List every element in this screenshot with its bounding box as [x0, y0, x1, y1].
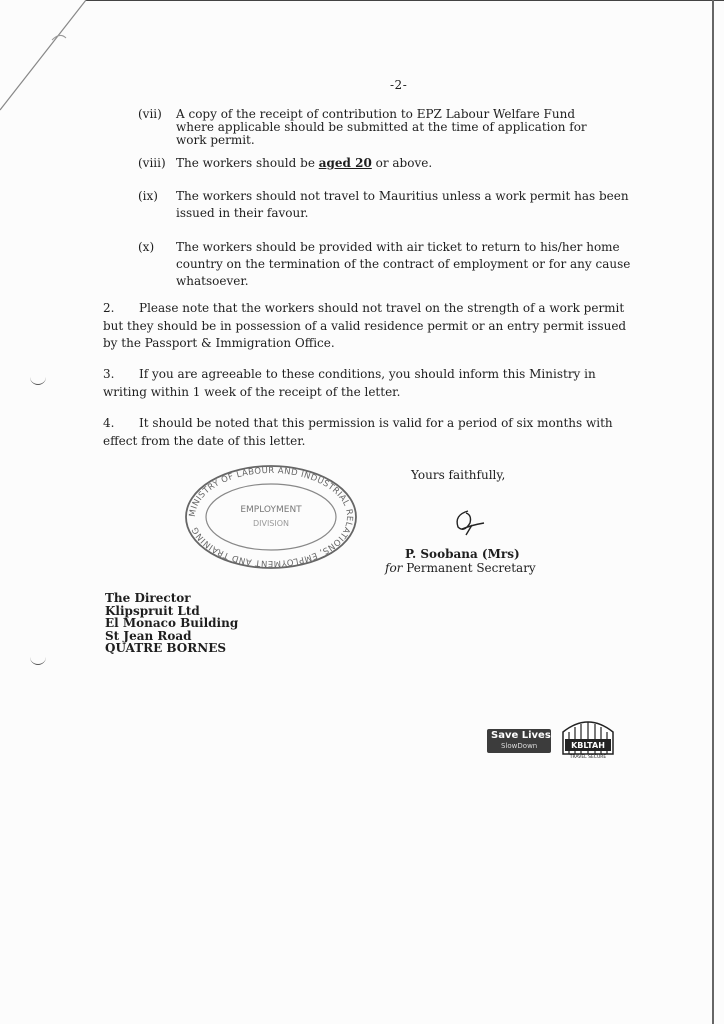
punch-hole [30, 654, 46, 665]
kbltah-logo [559, 714, 617, 760]
svg-text:TRAVEL SECURE: TRAVEL SECURE [569, 755, 607, 760]
paragraph: 3. If you are agreeable to these conditions, you should inform this Ministry in writing within 1 week of the receipt of the letter. [103, 367, 596, 399]
closing: Yours faithfully, [411, 468, 506, 482]
page-number: -2- [390, 78, 408, 92]
signatory-role: for Permanent Secretary [385, 561, 536, 575]
paragraph: 4. It should be noted that this permission is valid for a period of six months with effect from the date of this letter. [103, 416, 613, 448]
svg-text:EMPLOYMENT: EMPLOYMENT [240, 505, 302, 515]
punch-hole [30, 374, 46, 385]
signatory-name: P. Soobana (Mrs) [405, 547, 520, 561]
svg-text:MINISTRY OF LABOUR AND INDUSTR: MINISTRY OF LABOUR AND INDUSTRIAL RELATIONS, EMPLOYMENT AND TRAINING [187, 465, 355, 569]
corner-fold [0, 0, 90, 120]
page-edge-right [712, 0, 714, 1024]
svg-text:KBLTAH: KBLTAH [571, 741, 605, 750]
page-edge [86, 0, 724, 7]
svg-text:DIVISION: DIVISION [252, 519, 290, 528]
save-lives-badge: Save Lives SlowDown [487, 729, 551, 753]
signature [448, 505, 488, 539]
addressee-block: The Director Klipspruit Ltd El Monaco Building St Jean Road QUATRE BORNES [105, 591, 239, 655]
paragraph: 2. Please note that the workers should not travel on the strength of a work permit but they should be in possession of a valid residence permit or an entry permit issued by the Passport & Immigration Office. [103, 301, 627, 350]
official-stamp [183, 462, 359, 572]
